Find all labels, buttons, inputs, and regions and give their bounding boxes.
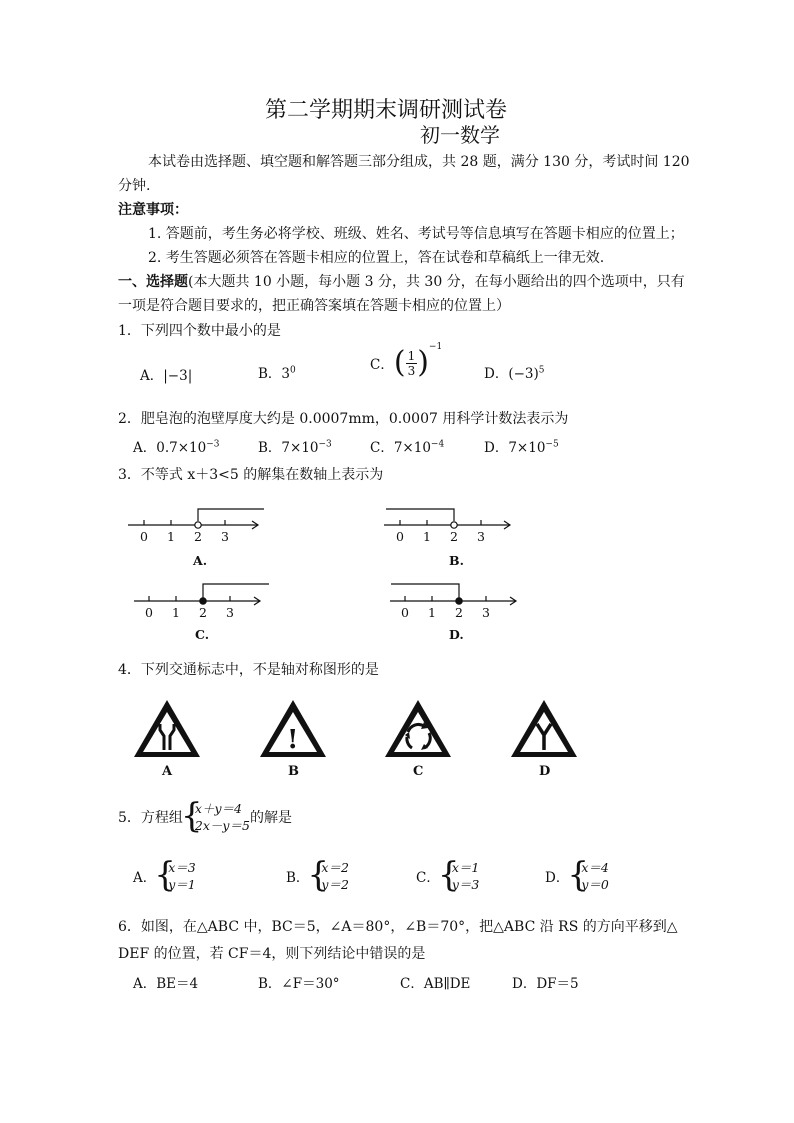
tick-label: 0: [401, 605, 409, 620]
q5-option-a: A． { x＝3 y＝1: [133, 855, 196, 895]
intro-line-1: 本试卷由选择题、填空题和解答题三部分组成，共 28 题，满分 130 分，考试时间 120: [148, 154, 690, 170]
q6-line-2: DEF 的位置，若 CF＝4，则下列结论中错误的是: [118, 946, 426, 962]
number-line-label-a: A.: [193, 553, 208, 568]
tick-label: 0: [140, 529, 148, 544]
tick-label: 0: [396, 529, 404, 544]
exclamation-icon: !: [287, 725, 299, 755]
sign-label-c: C: [413, 764, 424, 779]
q5-stem: 5．方程组 { x＋y＝4 2x－y＝5 的解是: [118, 796, 292, 836]
sign-label-a: A: [162, 764, 173, 779]
tick-label: 2: [194, 529, 202, 544]
q5-option-b: B． { x＝2 y＝2: [286, 855, 349, 895]
q1-option-b: B．$3^0$: [258, 365, 296, 382]
number-line-b: [384, 509, 510, 529]
q2-option-c: C．$7\times 10^{-4}$: [370, 439, 445, 456]
q1-option-d: D．$(-3)^5$: [484, 365, 545, 382]
section-1-desc: (本大题共 10 小题，每小题 3 分，共 30 分，在每小题给出的四个选项中，只有: [188, 274, 685, 290]
tick-label: 3: [226, 605, 234, 620]
q3-stem: 3．不等式 x＋3<5 的解集在数轴上表示为: [118, 467, 384, 483]
q4-traffic-signs: [0, 690, 794, 790]
tick-label: 3: [221, 529, 229, 544]
tick-label: 3: [482, 605, 490, 620]
note-item-1: 1. 答题前，考生务必将学校、班级、姓名、考试号等信息填写在答题卡相应的位置上；: [148, 226, 684, 242]
q6-line-1: 6．如图，在△ABC 中，BC＝5，∠A＝80°，∠B＝70°，把△ABC 沿 RS 的方向平移到△: [118, 919, 678, 935]
number-line-label-b: B.: [449, 553, 464, 568]
note-item-2: 2. 考生答题必须答在答题卡相应的位置上，答在试卷和草稿纸上一律无效.: [148, 250, 605, 266]
q6-option-c: C．AB∥DE: [400, 976, 471, 992]
tick-label: 3: [477, 529, 485, 544]
q1-option-a: A．|−3|: [140, 368, 193, 384]
q2-option-d: D．$7\times 10^{-5}$: [484, 439, 559, 456]
q2-option-a: A．$0.7\times 10^{-3}$: [133, 439, 220, 456]
notes-heading: 注意事项：: [118, 202, 188, 218]
q2-option-b: B．$7\times 10^{-3}$: [258, 439, 332, 456]
tick-label: 1: [167, 529, 175, 544]
number-line-a: [128, 509, 264, 529]
traffic-sign-b: [260, 700, 326, 779]
section-1-heading: 一、选择题: [118, 274, 188, 290]
number-line-c: [134, 584, 269, 605]
tick-label: 2: [199, 605, 207, 620]
tick-label: 1: [172, 605, 180, 620]
traffic-sign-a: [134, 700, 200, 779]
paper-subtitle: 初一数学: [420, 123, 500, 147]
q6-option-b: B．∠F＝30°: [258, 976, 340, 992]
q6-option-a: A．BE＝4: [133, 976, 199, 992]
q1-option-c: C．( $\frac{1}{3}$ )$^{-1}$: [370, 342, 443, 380]
q5-option-c: C． { x＝1 y＝3: [416, 855, 480, 895]
paper-title: 第二学期期末调研测试卷: [265, 98, 508, 123]
tick-label: 2: [450, 529, 458, 544]
tick-label: 2: [455, 605, 463, 620]
number-line-label-c: C.: [195, 627, 210, 642]
q5-option-d: D． { x＝4 y＝0: [545, 855, 609, 895]
q6-option-d: D．DF＝5: [512, 976, 579, 992]
intro-line-2: 分钟.: [118, 178, 151, 194]
number-line-d: [390, 584, 516, 605]
q2-stem: 2．肥皂泡的泡壁厚度大约是 0.0007mm，0.0007 用科学计数法表示为: [118, 411, 569, 427]
number-line-label-d: D.: [449, 627, 464, 642]
tick-label: 1: [428, 605, 436, 620]
tick-label: 0: [145, 605, 153, 620]
tick-label: 1: [423, 529, 431, 544]
q4-stem: 4．下列交通标志中，不是轴对称图形的是: [118, 662, 379, 678]
section-1-line-2: 一项是符合题目要求的，把正确答案填在答题卡相应的位置上）: [118, 298, 510, 314]
traffic-sign-c: [385, 700, 451, 779]
q1-stem: 1．下列四个数中最小的是: [118, 323, 281, 339]
q5-equation-system: { x＋y＝4 2x－y＝5: [180, 796, 250, 836]
sign-label-d: D: [539, 764, 551, 779]
traffic-sign-d: [511, 700, 577, 779]
sign-label-b: B: [288, 764, 299, 779]
